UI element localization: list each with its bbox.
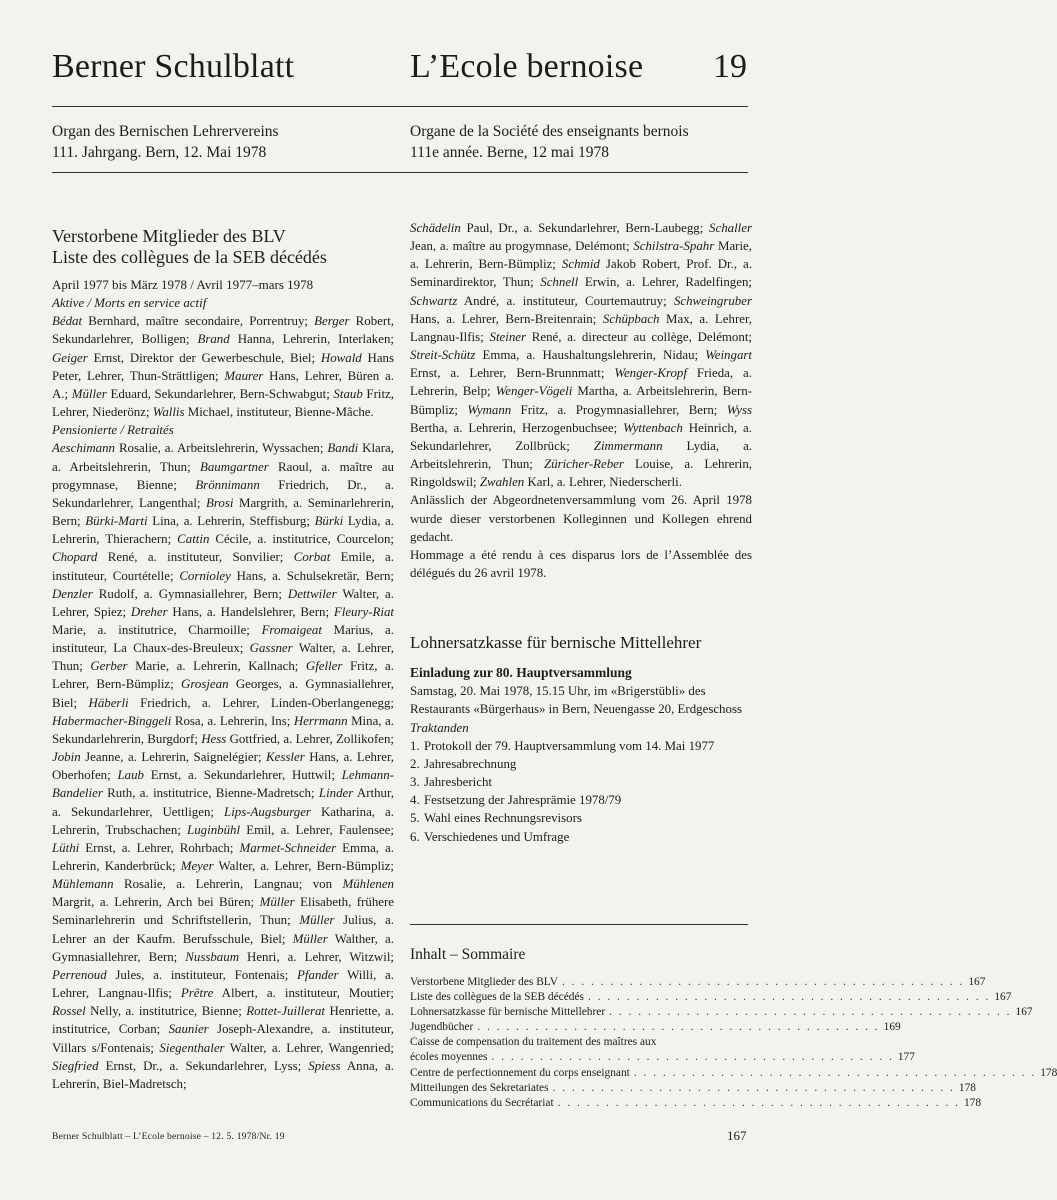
masthead-subtitle-de [52, 121, 279, 163]
toc-entry-title: Liste des collègues de la SEB décédés [410, 991, 584, 1004]
member-desc: Paul, Dr., a. Sekundarlehrer, Bern-Laubegg; [460, 221, 710, 235]
member-desc: Marie, a. Lehrerin, Bern-Bümpliz; [410, 239, 752, 272]
section-label-retired: Pensionierte / Retraités [52, 423, 174, 438]
member-desc: Heinrich, a. Sekundarlehrer, Zollbrück; [410, 420, 753, 453]
member-desc: Hans, Lehrer, Büren a. A.; [52, 368, 394, 401]
member-desc: Marie, a. institutrice, Charmoille; [52, 622, 262, 637]
subtitle-fr-line2: 111e année. Berne, 12 mai 1978 [410, 144, 609, 161]
member-name: Siegfried [52, 1058, 99, 1073]
agenda-item-number: 4. [410, 793, 420, 808]
toc-entry-page: 178 [963, 1096, 982, 1109]
member-name: Schweingruber [673, 293, 752, 308]
member-desc: Lydia, a. Lehrerin, Thierachern; [52, 514, 394, 547]
member-name: Häberli [88, 695, 129, 710]
agenda-item [410, 828, 752, 846]
toc-entry-title: Communications du Secrétariat [410, 1096, 554, 1109]
tribute-de: Anlässlich der Abgeordnetenversammlung vom 26. April 1978 wurde dieser verstorbenen Kolleginnen und Kollegen ehrend gedacht. [410, 493, 752, 544]
member-name: Müller [71, 386, 107, 401]
member-desc: Walter, a. Lehrer, Spiez; [52, 586, 394, 619]
article-column-left [52, 226, 394, 1093]
member-name: Weingart [705, 348, 752, 363]
article-title-line2: Liste des collègues de la SEB décédés [52, 247, 327, 267]
member-desc: Karl, a. Lehrer, Niederscherli. [524, 475, 682, 490]
issue-number: 19 [713, 48, 747, 85]
member-name: Pfander [297, 967, 339, 982]
member-name: Brosi [206, 495, 234, 510]
member-desc: Katharina, a. Lehrerin, Trubschachen; [52, 804, 395, 837]
member-name: Fromaigeat [261, 622, 322, 637]
member-name: Aeschimann [52, 441, 116, 456]
member-name: Bandi [327, 441, 359, 456]
toc-row [410, 1050, 915, 1065]
member-name: Fleury-Riat [333, 604, 394, 619]
agenda-label: Traktanden [410, 720, 469, 735]
toc-leader: . . . . . . . . . . . . . . . . . . . . . . . . . . . . . . . . . . . . . . . . . . [633, 1066, 1037, 1079]
member-desc: Fritz, Lehrer, Niederönz; [52, 386, 394, 420]
agenda-item-text: Festsetzung der Jahresprämie 1978/79 [424, 793, 622, 808]
member-name: Berger [314, 314, 350, 329]
toc-row [410, 1035, 748, 1050]
member-name: Cornioley [179, 568, 231, 583]
member-desc: Hans Peter, Lehrer, Thun-Strättligen; [52, 350, 395, 383]
invitation-title: Einladung zur 80. Hauptversammlung [410, 665, 632, 681]
member-name: Gassner [249, 641, 293, 656]
member-desc: Klara, a. Arbeitslehrerin, Thun; [52, 441, 394, 474]
agenda-item-number: 2. [410, 756, 420, 771]
member-desc: Arthur, a. Sekundarlehrer, Uettligen; [52, 786, 394, 819]
toc-entry-title: écoles moyennes [410, 1051, 488, 1064]
member-desc: Jakob Robert, Prof. Dr., a. Seminardirektor, Thun; [410, 257, 752, 290]
subtitle-de-line2: 111. Jahrgang. Bern, 12. Mai 1978 [52, 144, 267, 161]
member-desc: Ernst, Dr., a. Sekundarlehrer, Lyss; [98, 1058, 309, 1073]
agenda-item [410, 755, 752, 773]
member-name: Schnell [540, 275, 579, 290]
toc-row [410, 1005, 1033, 1020]
member-name: Müller [259, 895, 295, 910]
member-desc: Emma, a. Lehrerin, Kanderbrück; [52, 840, 395, 873]
member-desc: Hans, a. Handelslehrer, Bern; [167, 604, 334, 619]
member-name: Chopard [52, 550, 98, 565]
member-name: Marmet-Schneider [239, 840, 337, 855]
member-name: Steiner [489, 329, 527, 344]
member-desc: Fritz, a. Progymnasiallehrer, Bern; [511, 402, 727, 417]
masthead-title-fr: L’Ecole bernoise [410, 48, 644, 85]
member-desc: Lina, a. Lehrerin, Steffisburg; [147, 514, 315, 529]
agenda-item-number: 1. [410, 738, 420, 753]
member-desc: Rosalie, a. Lehrerin, Langnau; von [113, 877, 343, 892]
member-desc: Anna, a. Lehrerin, Biel-Madretsch; [52, 1058, 395, 1091]
member-name: Bürki-Marti [85, 514, 148, 529]
member-name: Lips-Augsburger [224, 804, 311, 819]
member-desc: Emile, a. instituteur, Courtételle; [52, 550, 395, 583]
member-desc: Ruth, a. institutrice, Bienne-Madretsch; [102, 786, 319, 801]
member-name: Denzler [52, 586, 93, 601]
member-desc: Ernst, Direktor der Gewerbeschule, Biel; [87, 350, 321, 365]
member-name: Lüthi [52, 840, 80, 855]
toc-entry-title: Lohnersatzkasse für bernische Mittellehrer [410, 1006, 606, 1019]
member-desc: Hanna, Lehrerin, Interlaken; [229, 332, 395, 347]
member-name: Wenger-Vögeli [495, 384, 573, 399]
agenda-item-number: 5. [410, 811, 420, 826]
member-name: Cattin [177, 532, 210, 547]
toc-leader: . . . . . . . . . . . . . . . . . . . . . . . . . . . . . . . . . . . . . . . . . . [477, 1021, 880, 1034]
member-name: Laub [117, 768, 144, 783]
member-name: Streit-Schütz [410, 348, 476, 363]
toc-leader: . . . . . . . . . . . . . . . . . . . . . . . . . . . . . . . . . . . . . . . . . . [587, 991, 991, 1004]
member-desc: Walther, a. Gymnasiallehrer, Bern; [52, 931, 395, 964]
member-name: Prêtre [180, 986, 214, 1001]
member-desc: Ernst, a. Lehrer, Rohrbach; [79, 840, 240, 855]
member-name: Luginbühl [187, 822, 241, 837]
agenda-item [410, 773, 752, 791]
member-desc: Martha, a. Arbeitslehrerin, Bern-Bümpliz; [410, 384, 752, 417]
masthead-rule-top [52, 106, 748, 107]
member-desc: Friedrich, Dr., a. Sekundarlehrer, Langenthal; [52, 477, 394, 510]
member-name: Schmid [561, 257, 600, 272]
toc-entry-title: Verstorbene Mitglieder des BLV [410, 976, 558, 988]
article-title [52, 226, 394, 268]
section-label-active: Aktive / Morts en service actif [52, 296, 207, 311]
agenda-item-number: 6. [410, 829, 420, 844]
member-name: Wenger-Kropf [614, 366, 687, 381]
member-desc: Walter, a. Lehrer, Bern-Bümpliz; [213, 859, 394, 873]
member-desc: Nelly, a. institutrice, Bienne; [85, 1004, 247, 1019]
toc-entry-title: Centre de perfectionnement du corps enseignant [410, 1066, 630, 1079]
agenda-item [410, 737, 752, 755]
member-name: Meyer [180, 859, 214, 873]
toc-leader: . . . . . . . . . . . . . . . . . . . . . . . . . . . . . . . . . . . . . . . . . . [491, 1051, 894, 1064]
member-desc: Albert, a. instituteur, Moutier; [213, 986, 394, 1001]
member-desc: Erwin, a. Lehrer, Radelfingen; [578, 275, 752, 290]
member-name: Brönnimann [195, 477, 260, 492]
member-desc: Henri, a. Lehrer, Witzwil; [239, 949, 394, 964]
member-desc: Lydia, a. Arbeitslehrerin, Thun; [410, 438, 753, 472]
member-name: Lehmann-Bandelier [52, 768, 394, 801]
member-name: Siegenthaler [159, 1040, 225, 1055]
subtitle-de-line1: Organ des Bernischen Lehrervereins [52, 123, 279, 140]
contents-title: Inhalt – Sommaire [410, 946, 526, 963]
member-desc: Margrit, a. Lehrerin, Arch bei Büren; [52, 895, 260, 910]
member-desc: Marie, a. Lehrerin, Kallnach; [127, 659, 306, 674]
member-name: Herrmann [293, 713, 348, 728]
masthead-rule-bottom [52, 172, 748, 173]
member-desc: René, a. directeur au collège, Delémont; [526, 329, 752, 344]
agenda-item-text: Protokoll der 79. Hauptversammlung vom 14. Mai 1977 [424, 738, 715, 753]
toc-entry-page: 178 [958, 1081, 976, 1094]
member-name: Dreher [130, 604, 168, 619]
member-desc: Max, a. Lehrer, Langnau-Ilfis; [410, 311, 752, 344]
member-desc: Rosalie, a. Arbeitslehrerin, Wyssachen; [115, 441, 328, 456]
agenda-item-text: Jahresbericht [424, 775, 493, 790]
member-name: Müller [292, 931, 328, 946]
member-name: Zwahlen [479, 475, 525, 490]
retired-members-list [52, 439, 394, 1093]
toc-entry-page: 167 [994, 991, 1012, 1004]
masthead-title-de: Berner Schulblatt [52, 48, 295, 85]
agenda-item [410, 809, 752, 827]
member-name: Mühlemann [52, 877, 114, 892]
member-desc: Fritz, a. Lehrer, Bern-Bümpliz; [52, 659, 394, 692]
toc-entry-page: 169 [883, 1021, 901, 1034]
member-name: Grosjean [181, 677, 229, 692]
member-desc: Walter, a. Lehrer, Thun; [52, 641, 394, 674]
member-name: Brand [197, 332, 230, 347]
toc-entry-title: Mitteilungen des Sekretariates [410, 1081, 549, 1094]
toc-row [410, 1081, 976, 1096]
member-desc: Eduard, Sekundarlehrer, Bern-Schwabgut; [106, 386, 334, 401]
agenda-item-text: Wahl eines Rechnungsrevisors [424, 811, 582, 826]
member-name: Wallis [152, 405, 185, 420]
member-desc: Raoul, a. maître au progymnase, Bienne; [52, 459, 394, 492]
article-column-right [410, 219, 752, 846]
masthead-subtitle-fr [410, 121, 689, 163]
member-name: Schaller [709, 221, 752, 235]
page-number: 167 [727, 1128, 747, 1143]
member-name: Nussbaum [185, 949, 240, 964]
member-desc: Frieda, a. Lehrerin, Belp; [410, 366, 753, 399]
member-name: Perrenoud [52, 967, 107, 982]
subtitle-fr-line1: Organe de la Société des enseignants bernois [410, 123, 689, 140]
member-desc: Ernst, a. Lehrer, Bern-Brunnmatt; [410, 366, 615, 381]
member-desc: René, a. instituteur, Sonvilier; [97, 550, 294, 565]
member-name: Hess [201, 731, 227, 746]
agenda-list [410, 737, 752, 846]
member-name: Maurer [224, 368, 264, 383]
toc-leader: . . . . . . . . . . . . . . . . . . . . . . . . . . . . . . . . . . . . . . . . . . [552, 1081, 955, 1094]
toc-leader: . . . . . . . . . . . . . . . . . . . . . . . . . . . . . . . . . . . . . . . . . . [561, 976, 965, 988]
member-desc: Margrith, a. Seminarlehrerin, Bern; [52, 495, 394, 529]
toc-entry-page: 167 [968, 976, 986, 988]
member-name: Spiess [308, 1058, 341, 1073]
member-desc: Michael, instituteur, Bienne-Mâche. [184, 405, 374, 420]
member-desc: Walter, a. Lehrer, Wangenried; [224, 1040, 394, 1055]
agenda-item-text: Verschiedenes und Umfrage [424, 829, 570, 844]
member-desc: Rosa, a. Lehrerin, Ins; [171, 713, 294, 728]
footer-line: Berner Schulblatt – L’Ecole bernoise – 12. 5. 1978/Nr. 19 [52, 1131, 285, 1142]
member-desc: Marius, a. instituteur, La Chaux-des-Breuleux; [52, 622, 394, 656]
member-name: Geiger [52, 350, 88, 365]
agenda-item-number: 3. [410, 775, 420, 790]
toc-row [410, 1096, 982, 1111]
member-desc: Friedrich, a. Lehrer, Linden-Oberlangenegg; [128, 695, 394, 710]
article-title-line1: Verstorbene Mitglieder des BLV [52, 226, 286, 246]
toc-row [410, 975, 986, 990]
member-name: Schädelin [410, 221, 461, 235]
member-desc: Joseph-Alexandre, a. instituteur, Villars s/Fontenais; [52, 1022, 394, 1055]
toc-row [410, 990, 1012, 1005]
member-name: Staub [333, 386, 363, 401]
kasse-title: Lohnersatzkasse für bernische Mittellehrer [410, 633, 702, 653]
member-desc: Julius, a. Lehrer an der Kaufm. Berufsschule, Biel; [52, 913, 395, 946]
member-desc: Rudolf, a. Gymnasiallehrer, Bern; [92, 586, 288, 601]
table-of-contents [410, 975, 1057, 1111]
member-desc: Emma, a. Haushaltungslehrerin, Nidau; [475, 348, 706, 363]
member-desc: Jules, a. instituteur, Fontenais; [106, 967, 298, 982]
contents-separator [410, 924, 748, 925]
member-name: Baumgartner [199, 459, 269, 474]
member-name: Jobin [52, 750, 81, 765]
member-desc: Cécile, a. institutrice, Courcelon; [209, 532, 394, 547]
member-name: Züricher-Reber [543, 457, 624, 472]
member-name: Müller [299, 913, 335, 928]
member-name: Kessler [266, 750, 305, 765]
member-name: Saunier [168, 1022, 209, 1037]
toc-entry-page: 178 [1040, 1066, 1057, 1079]
tribute-fr: Hommage a été rendu à ces disparus lors de l’Assemblée des délégués du 26 avril 1978. [410, 547, 752, 580]
member-desc: Louise, a. Lehrerin, Ringoldswil; [410, 457, 752, 490]
member-name: Schwartz [410, 293, 458, 308]
toc-leader: . . . . . . . . . . . . . . . . . . . . . . . . . . . . . . . . . . . . . . . . . . [557, 1096, 960, 1109]
member-name: Schüpbach [602, 311, 660, 326]
member-name: Gerber [90, 659, 128, 674]
member-desc: Bernhard, maître secondaire, Porrentruy; [82, 314, 315, 329]
member-name: Habermacher-Binggeli [52, 713, 172, 728]
member-desc: Emil, a. Lehrer, Faulensee; [240, 822, 394, 837]
member-name: Zimmermann [593, 438, 663, 453]
toc-entry-title: Caisse de compensation du traitement des maîtres aux [410, 1036, 657, 1049]
member-name: Rossel [52, 1004, 86, 1019]
member-name: Schilstra-Spahr [633, 239, 715, 254]
toc-row [410, 1020, 901, 1035]
member-name: Bédat [52, 314, 83, 329]
member-name: Wyss [726, 402, 752, 417]
member-name: Gfeller [305, 659, 343, 674]
member-desc: Willi, a. Lehrer, Langnau-Ilfis; [52, 967, 394, 1001]
member-name: Rottet-Juillerat [246, 1004, 326, 1019]
member-desc: Jeanne, a. Lehrerin, Saignelégier; [80, 750, 267, 765]
member-desc: Hans, a. Lehrer, Oberhofen; [52, 750, 394, 783]
agenda-item-text: Jahresabrechnung [424, 756, 517, 771]
member-name: Dettwiler [287, 586, 337, 601]
member-desc: Gottfried, a. Lehrer, Zollikofen; [226, 731, 394, 746]
toc-leader: . . . . . . . . . . . . . . . . . . . . . . . . . . . . . . . . . . . . . . . . . . [609, 1006, 1012, 1019]
retired-members-list-continued [410, 219, 752, 491]
member-desc: Georges, a. Gymnasiallehrer, Biel; [52, 677, 394, 710]
member-name: Linder [318, 786, 354, 801]
member-name: Bürki [314, 514, 344, 529]
member-desc: Elisabeth, frühere Seminarlehrerin und Schriftstellerin, Thun; [52, 895, 394, 928]
member-name: Corbat [293, 550, 331, 565]
toc-row [410, 1066, 1057, 1081]
invitation-text: Samstag, 20. Mai 1978, 15.15 Uhr, im «Brigerstübli» des Restaurants «Bürgerhaus» in Bern, Neuengasse 20, Erdgeschoss [410, 684, 742, 717]
toc-entry-page: 167 [1015, 1006, 1033, 1019]
active-members-list [52, 312, 394, 421]
member-name: Howald [320, 350, 362, 365]
member-desc: Mina, a. Sekundarlehrerin, Burgdorf; [52, 713, 394, 746]
member-desc: André, a. instituteur, Courtemautruy; [457, 293, 674, 308]
member-name: Wyttenbach [623, 420, 683, 435]
toc-entry-page: 177 [897, 1051, 915, 1064]
agenda-item [410, 791, 752, 809]
member-name: Mühlenen [342, 877, 394, 892]
toc-entry-title: Jugendbücher [410, 1021, 474, 1034]
member-desc: Hans, a. Lehrer, Bern-Breitenrain; [410, 311, 603, 326]
member-desc: Henriette, a. institutrice, Corban; [52, 1004, 395, 1037]
member-desc: Bertha, a. Lehrerin, Herzogenbuchsee; [410, 420, 624, 435]
member-desc: Ernst, a. Sekundarlehrer, Huttwil; [144, 768, 342, 783]
member-desc: Jean, a. maître au progymnase, Delémont; [410, 239, 634, 254]
member-desc: Robert, Sekundarlehrer, Bolligen; [52, 314, 394, 347]
member-desc: Hans, a. Schulsekretär, Bern; [230, 568, 394, 583]
article-dates: April 1977 bis März 1978 / Avril 1977–mars 1978 [52, 277, 314, 292]
member-name: Wymann [467, 402, 512, 417]
